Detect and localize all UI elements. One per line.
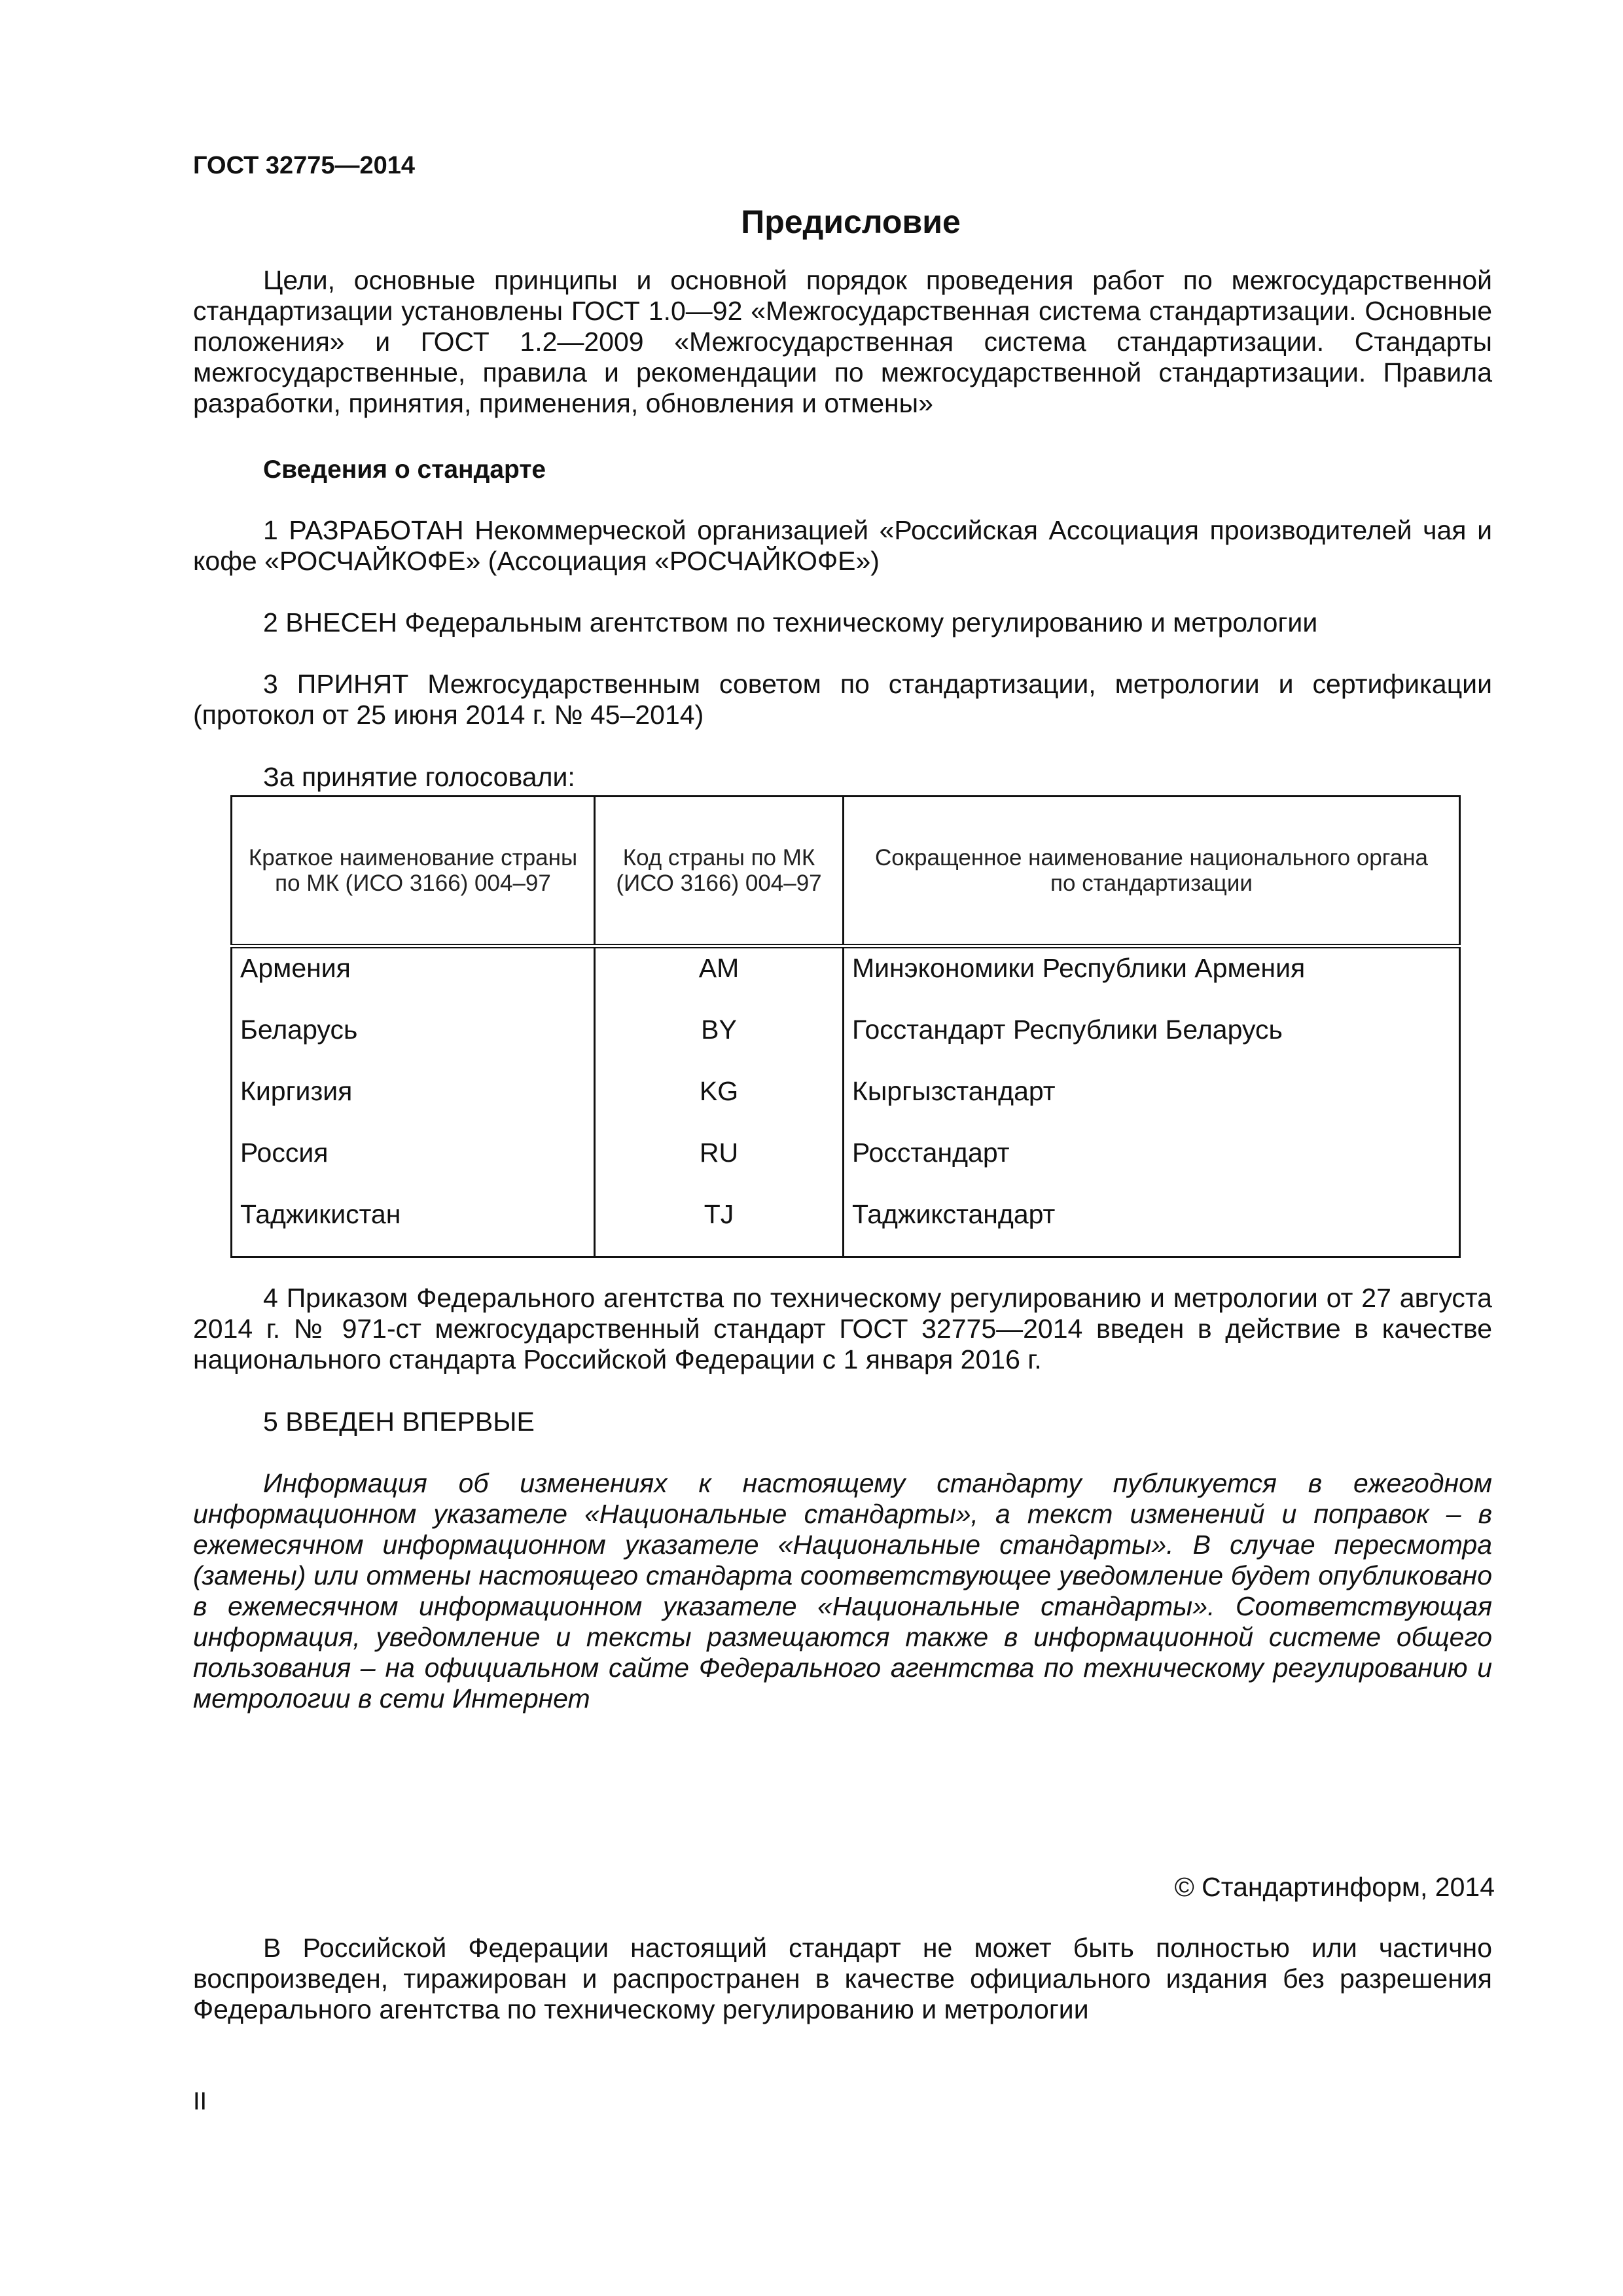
table-cell-body: Минэкономики Республики Армения — [852, 953, 1306, 983]
body-column — [844, 946, 1460, 1257]
intro-paragraph: Цели, основные принципы и основной порядок проведения работ по межгосударственной стандартизации установлены ГОСТ 1.0—92 «Межгосударственная система стандартизации. Основные положения» и ГОСТ 1.2—2009 «Межгосударственная система стандартизации. Стандарты межгосударственные, правила и рекомендации по межгосударственной стандартизации. Правила разработки, принятия, применения, обновления и отмены» — [193, 265, 1492, 418]
table-cell-code: BY — [701, 1014, 737, 1045]
section-subheading: Сведения о стандарте — [263, 456, 546, 484]
code-column — [595, 946, 844, 1257]
table-cell-body: Росстандарт — [852, 1138, 1010, 1168]
changes-info-paragraph: Информация об изменениях к настоящему стандарту публикуется в ежегодном информационном указателе «Национальные стандарты», а текст изменений и поправок – в ежемесячном информационном указателе «Национальные стандарты». В случае пересмотра (замены) или отмены настоящего стандарта соответствующее уведомление будет опубликовано в ежемесячном информационном указателе «Национальные стандарты». Соответствующая информация, уведомление и тексты размещаются также в информационной системе общего пользования – на официальном сайте Федерального агентства по техническому регулированию и метрологии в сети Интернет — [193, 1468, 1492, 1713]
item-3-paragraph: 3 ПРИНЯТ Межгосударственным советом по стандартизации, метрологии и сертификации (протокол от 25 июня 2014 г. № 45–2014) — [193, 669, 1492, 730]
table-cell-code: TJ — [704, 1199, 734, 1229]
table-cell-country: Киргизия — [240, 1076, 353, 1106]
table-cell-country: Таджикистан — [240, 1199, 401, 1229]
country-column — [232, 946, 595, 1257]
table-cell-country: Россия — [240, 1138, 329, 1168]
copyright-line: © Стандартинформ, 2014 — [1174, 1872, 1495, 1902]
table-cell-country: Армения — [240, 953, 351, 983]
table-cell-country: Беларусь — [240, 1014, 358, 1045]
table-header-country: Краткое наименование страны по МК (ИСО 3166) 004–97 — [232, 797, 595, 946]
item-4-paragraph: 4 Приказом Федерального агентства по техническому регулированию и метрологии от 27 августа 2014 г. № 971-ст межгосударственный стандарт ГОСТ 32775—2014 введен в действие в качестве национального стандарта Российской Федерации с 1 января 2016 г. — [193, 1283, 1492, 1374]
table-cell-code: KG — [699, 1076, 739, 1106]
table-header-code: Код страны по МК (ИСО 3166) 004–97 — [595, 797, 844, 946]
table-cell-body: Госстандарт Республики Беларусь — [852, 1014, 1283, 1045]
page-title: Предисловие — [741, 204, 961, 240]
reproduction-notice: В Российской Федерации настоящий стандарт не может быть полностью или частично воспроизведен, тиражирован и распространен в качестве официального издания без разрешения Федерального агентства по техническому регулированию и метрологии — [193, 1933, 1492, 2024]
vote-label: За принятие голосовали: — [263, 762, 575, 792]
item-1-paragraph: 1 РАЗРАБОТАН Некоммерческой организацией «Российская Ассоциация производителей чая и кофе «РОСЧАЙКОФЕ» (Ассоциация «РОСЧАЙКОФЕ») — [193, 515, 1492, 576]
table-cell-body: Таджикстандарт — [852, 1199, 1056, 1229]
table-cell-code: RU — [699, 1138, 739, 1168]
page-number: II — [193, 2088, 207, 2115]
table-cell-body: Кыргызстандарт — [852, 1076, 1056, 1106]
table-cell-code: AM — [698, 953, 740, 983]
table-header-body: Сокращенное наименование национального органа по стандартизации — [844, 797, 1460, 946]
document-header: ГОСТ 32775—2014 — [193, 152, 416, 179]
item-2-paragraph: 2 ВНЕСЕН Федеральным агентством по техническому регулированию и метрологии — [263, 607, 1318, 637]
voting-table — [230, 795, 1461, 1257]
item-5-paragraph: 5 ВВЕДЕН ВПЕРВЫЕ — [263, 1407, 535, 1437]
